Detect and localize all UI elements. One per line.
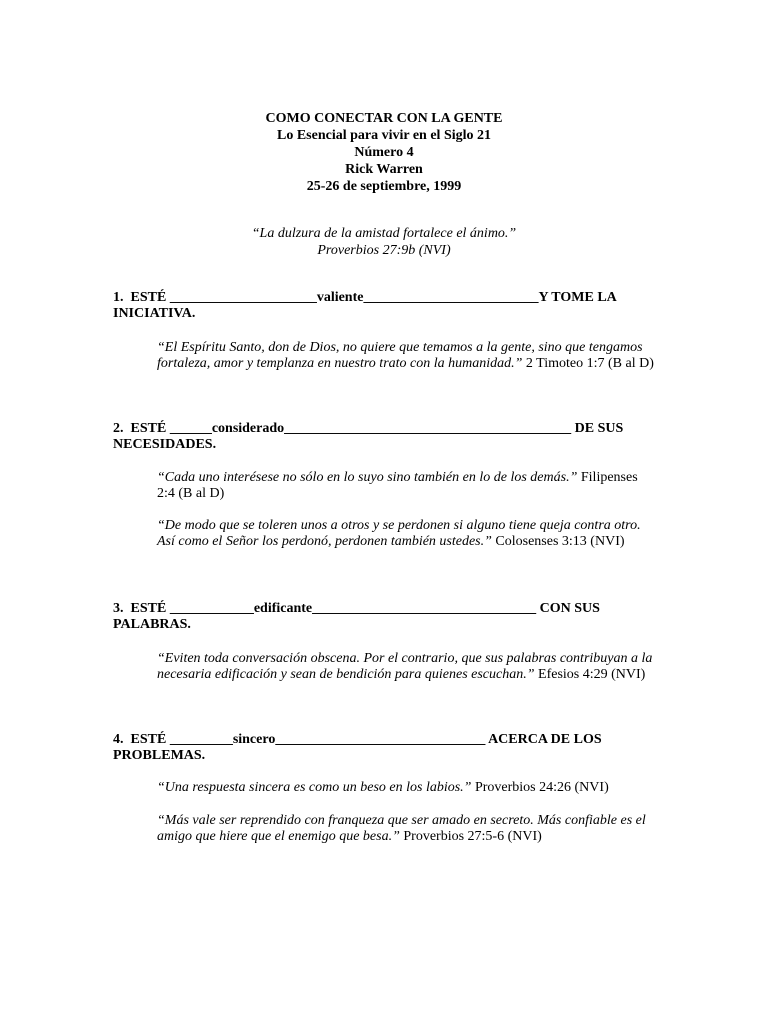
point-answer: edificante [253,601,313,616]
point-ending: ACERCA DE LOS PROBLEMAS. [113,732,602,763]
blank-before: ____________ [169,601,254,616]
blank-after: _________________________________________ [284,421,572,436]
document-date: 25-26 de septiembre, 1999 [306,179,462,194]
point-4 [113,732,633,764]
point-number: 2. [113,421,124,436]
point-3 [113,601,633,633]
quote-reference: Proverbios 27:5-6 (NVI) [403,829,542,844]
point-answer: valiente [316,290,364,305]
quote-reference: Colosenses 3:13 (NVI) [495,534,625,549]
quote-text: “De modo que se toleren unos a otros y se perdonen si alguno tiene queja contra otro. Así como el Señor los perdonó, perdonen también ustedes.” [157,518,641,549]
point-number: 1. [113,290,124,305]
quote-reference: 2 Timoteo 1:7 (B al D) [525,356,654,371]
epigraph-text: “La dulzura de la amistad fortalece el ánimo.” [251,226,517,241]
quote-reference: Proverbios 24:26 (NVI) [474,780,609,795]
blank-before: _____________________ [169,290,317,305]
point-verb: ESTÉ [130,290,167,305]
quote-2-1 [157,470,657,502]
blank-before: _________ [169,732,233,747]
quote-reference: Filipenses 2:4 (B al D) [157,470,638,501]
point-1 [113,290,633,322]
quote-text: “Más vale ser reprendido con franqueza que ser amado en secreto. Más confiable es el amigo que hiere que el enemigo que besa.” [157,813,646,844]
quote-2-2 [157,518,657,550]
epigraph-reference: Proverbios 27:9b (NVI) [317,243,451,258]
point-ending: DE SUS NECESIDADES. [113,421,624,452]
quote-4-2 [157,813,657,845]
document-header [0,110,768,195]
quote-text: “Eviten toda conversación obscena. Por el contrario, que sus palabras contribuyan a la necesaria edificación y sean de bendición para quienes escuchan.” [157,651,653,682]
quote-text: “Una respuesta sincera es como un beso en los labios.” [157,780,472,795]
quote-1-1 [157,340,657,372]
point-ending: CON SUS PALABRAS. [113,601,600,632]
issue-number: Número 4 [354,145,414,160]
quote-text: “Cada uno interésese no sólo en lo suyo sino también en lo de los demás.” [157,470,578,485]
point-number: 3. [113,601,124,616]
author-name: Rick Warren [345,162,423,177]
point-answer: sincero [232,732,276,747]
series-name: Lo Esencial para vivir en el Siglo 21 [276,128,492,143]
blank-after: ________________________________ [312,601,537,616]
quote-3-1 [157,651,657,683]
point-number: 4. [113,732,124,747]
document-title: COMO CONECTAR CON LA GENTE [265,111,503,126]
point-verb: ESTÉ [130,732,167,747]
point-verb: ESTÉ [130,601,167,616]
quote-4-1 [157,780,657,796]
quote-reference: Efesios 4:29 (NVI) [538,667,646,682]
blank-before: ______ [169,421,212,436]
epigraph [0,225,768,259]
blank-after: ______________________________ [275,732,486,747]
point-ending: Y TOME LA INICIATIVA. [113,290,617,321]
blank-after: _________________________ [363,290,539,305]
point-verb: ESTÉ [130,421,167,436]
point-answer: considerado [211,421,285,436]
point-2 [113,421,633,453]
quote-text: “El Espíritu Santo, don de Dios, no quiere que temamos a la gente, sino que tengamos fortaleza, amor y templanza en nuestro trato con la humanidad.” [157,340,643,371]
